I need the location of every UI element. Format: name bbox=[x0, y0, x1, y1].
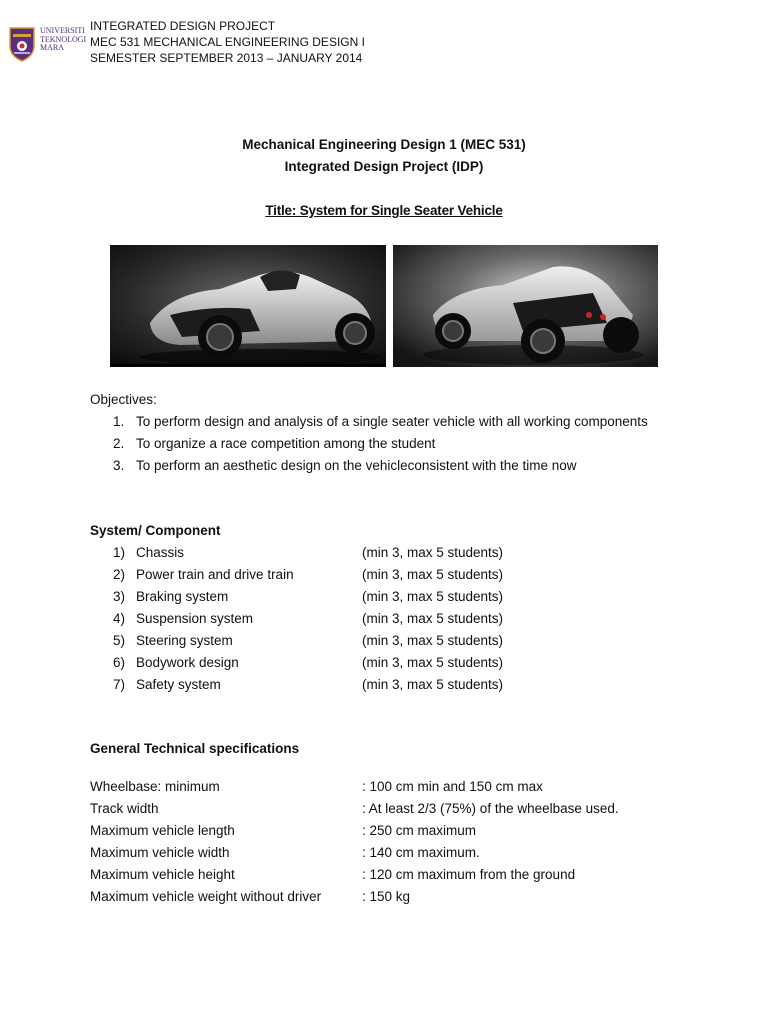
specs-heading: General Technical specifications bbox=[90, 741, 300, 756]
list-item-name: Braking system bbox=[136, 589, 229, 604]
list-item-name: Steering system bbox=[136, 633, 233, 648]
car-front-side-photo bbox=[110, 245, 386, 367]
list-item-note: (min 3, max 5 students) bbox=[362, 589, 504, 604]
list-item-note: (min 3, max 5 students) bbox=[362, 633, 504, 648]
list-item-name: Power train and drive train bbox=[136, 567, 294, 582]
university-logo bbox=[8, 26, 36, 62]
list-item-number: 6) bbox=[113, 655, 126, 670]
list-item-note: (min 3, max 5 students) bbox=[362, 567, 504, 582]
spec-value: : 140 cm maximum. bbox=[362, 845, 480, 860]
list-item: 1. bbox=[113, 414, 125, 429]
list-item-number: 7) bbox=[113, 677, 126, 692]
spec-label: Maximum vehicle weight without driver bbox=[90, 889, 322, 904]
spec-value: : 100 cm min and 150 cm max bbox=[362, 779, 543, 794]
list-item-note: (min 3, max 5 students) bbox=[362, 545, 504, 560]
course-title: Mechanical Engineering Design 1 (MEC 531) bbox=[242, 137, 526, 152]
list-item-name: Chassis bbox=[136, 545, 185, 560]
list-item-number: 1) bbox=[113, 545, 126, 560]
spec-label: Track width bbox=[90, 801, 159, 816]
list-item-note: (min 3, max 5 students) bbox=[362, 655, 504, 670]
logo-wordmark: UNIVERSITI TEKNOLOGI MARA bbox=[40, 27, 87, 53]
objectives-heading: Objectives: bbox=[90, 392, 157, 407]
list-item-number: 4) bbox=[113, 611, 126, 626]
header-line: MEC 531 MECHANICAL ENGINEERING DESIGN I bbox=[90, 35, 365, 49]
spec-label: Maximum vehicle height bbox=[90, 867, 235, 882]
list-item-number: 3) bbox=[113, 589, 126, 604]
car-rear-side-photo bbox=[393, 245, 658, 367]
spec-label: Maximum vehicle width bbox=[90, 845, 230, 860]
list-item-number: 5) bbox=[113, 633, 126, 648]
spec-label: Wheelbase: minimum bbox=[90, 779, 220, 794]
list-item-text: To perform design and analysis of a single seater vehicle with all working components bbox=[136, 414, 648, 429]
document-title: Title: System for Single Seater Vehicle bbox=[265, 203, 503, 218]
spec-value: : 120 cm maximum from the ground bbox=[362, 867, 576, 882]
list-item: 2. bbox=[113, 436, 125, 451]
components-heading: System/ Component bbox=[90, 523, 221, 538]
header-line: SEMESTER SEPTEMBER 2013 – JANUARY 2014 bbox=[90, 51, 363, 65]
spec-value: : 250 cm maximum bbox=[362, 823, 477, 838]
project-title: Integrated Design Project (IDP) bbox=[284, 159, 484, 174]
document-header bbox=[90, 18, 365, 66]
list-item-name: Bodywork design bbox=[136, 655, 239, 670]
list-item-name: Suspension system bbox=[136, 611, 254, 626]
spec-value: : At least 2/3 (75%) of the wheelbase used. bbox=[362, 801, 619, 816]
list-item-text: To organize a race competition among the student bbox=[136, 436, 436, 451]
list-item-number: 2) bbox=[113, 567, 126, 582]
list-item-name: Safety system bbox=[136, 677, 221, 692]
list-item-note: (min 3, max 5 students) bbox=[362, 677, 504, 692]
spec-value: : 150 kg bbox=[362, 889, 411, 904]
list-item-note: (min 3, max 5 students) bbox=[362, 611, 504, 626]
list-item: 3. bbox=[113, 458, 125, 473]
list-item-text: To perform an aesthetic design on the vehicleconsistent with the time now bbox=[136, 458, 577, 473]
header-line: INTEGRATED DESIGN PROJECT bbox=[90, 19, 276, 33]
spec-label: Maximum vehicle length bbox=[90, 823, 235, 838]
